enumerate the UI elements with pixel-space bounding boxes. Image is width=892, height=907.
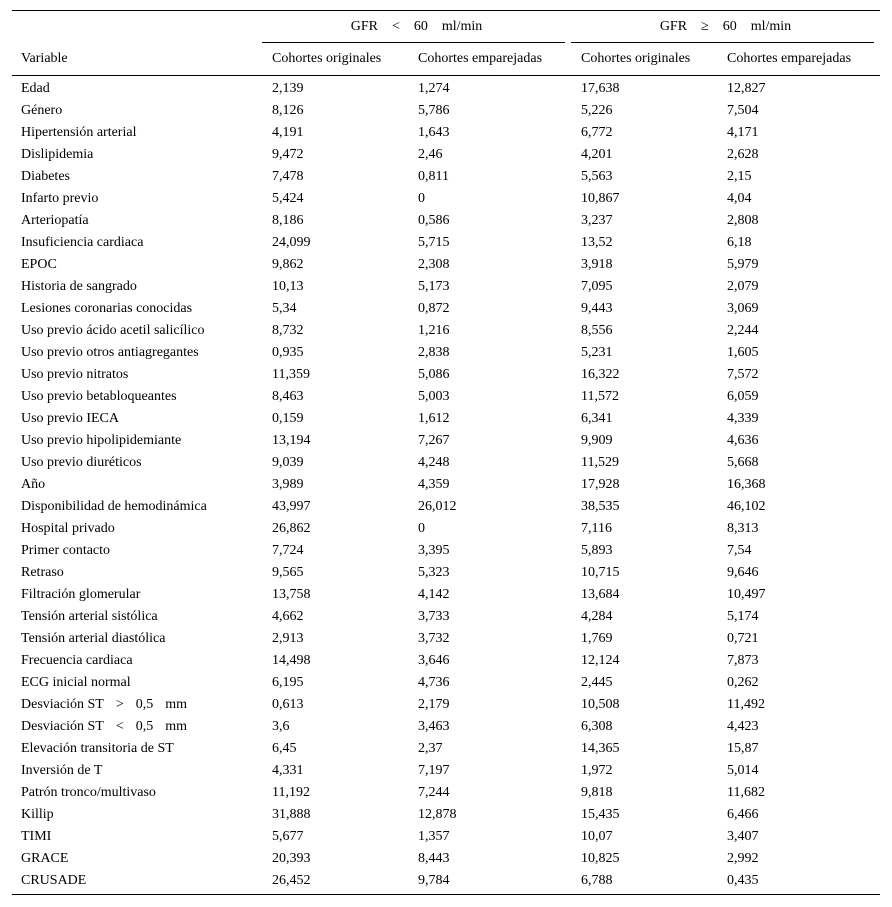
value-original-gfr-below: 8,186 xyxy=(272,213,304,228)
value-original-gfr-above: 7,095 xyxy=(581,279,613,294)
table-row xyxy=(12,826,880,848)
header-blank-cell xyxy=(12,11,262,44)
variable-name: Infarto previo xyxy=(21,191,99,206)
table-row xyxy=(12,254,880,276)
value-matched-gfr-below: 1,643 xyxy=(418,125,450,140)
value-original-gfr-above: 13,684 xyxy=(581,587,620,602)
variable-cell xyxy=(12,342,262,364)
value-original-gfr-below: 6,45 xyxy=(272,741,297,756)
table-row xyxy=(12,320,880,342)
variable-threshold: 0,5 xyxy=(135,697,154,712)
table-row xyxy=(12,716,880,738)
variable-cell xyxy=(12,848,262,870)
value-matched-gfr-above: 7,572 xyxy=(727,367,759,382)
variable-name: CRUSADE xyxy=(21,873,87,888)
value-original-gfr-above: 10,867 xyxy=(581,191,620,206)
value-original-gfr-above: 11,529 xyxy=(581,455,619,470)
value-matched-gfr-below: 7,197 xyxy=(418,763,450,778)
variable-cell xyxy=(12,166,262,188)
value-matched-gfr-below: 0,872 xyxy=(418,301,450,316)
table-row xyxy=(12,804,880,826)
value-original-gfr-above: 5,226 xyxy=(581,103,613,118)
column-header-variable: Variable xyxy=(12,43,262,76)
table-row xyxy=(12,474,880,496)
variable-name: Uso previo ácido acetil salicílico xyxy=(21,323,205,338)
standardized-differences-table xyxy=(12,10,880,895)
value-matched-gfr-above: 9,646 xyxy=(727,565,759,580)
value-matched-gfr-above: 2,079 xyxy=(727,279,759,294)
variable-cell xyxy=(12,870,262,895)
table-row xyxy=(12,386,880,408)
value-original-gfr-below: 6,195 xyxy=(272,675,304,690)
variable-name: EPOC xyxy=(21,257,57,272)
table-row xyxy=(12,452,880,474)
value-matched-gfr-above: 0,721 xyxy=(727,631,759,646)
value-original-gfr-above: 7,116 xyxy=(581,521,612,536)
variable-name: Retraso xyxy=(21,565,64,580)
value-matched-gfr-below: 5,003 xyxy=(418,389,450,404)
value-original-gfr-below: 20,393 xyxy=(272,851,311,866)
value-original-gfr-below: 8,126 xyxy=(272,103,304,118)
value-original-gfr-above: 10,715 xyxy=(581,565,620,580)
table-row xyxy=(12,540,880,562)
value-original-gfr-above: 5,893 xyxy=(581,543,613,558)
value-matched-gfr-above: 4,171 xyxy=(727,125,759,140)
value-matched-gfr-below: 1,612 xyxy=(418,411,450,426)
group1-value: 60 xyxy=(413,19,428,34)
group2-unit: ml/min xyxy=(750,19,792,34)
table-row xyxy=(12,232,880,254)
value-matched-gfr-above: 6,059 xyxy=(727,389,759,404)
value-original-gfr-below: 4,662 xyxy=(272,609,304,624)
value-matched-gfr-below: 3,646 xyxy=(418,653,450,668)
value-original-gfr-below: 31,888 xyxy=(272,807,311,822)
table-row xyxy=(12,188,880,210)
value-original-gfr-above: 9,443 xyxy=(581,301,613,316)
value-matched-gfr-above: 0,262 xyxy=(727,675,759,690)
value-original-gfr-above: 17,638 xyxy=(581,81,620,96)
table-row xyxy=(12,848,880,870)
value-matched-gfr-above: 11,682 xyxy=(727,785,765,800)
value-original-gfr-below: 14,498 xyxy=(272,653,311,668)
value-matched-gfr-below: 5,173 xyxy=(418,279,450,294)
value-matched-gfr-below: 5,786 xyxy=(418,103,450,118)
variable-name: ECG inicial normal xyxy=(21,675,131,690)
variable-comparator: < xyxy=(115,719,124,734)
value-original-gfr-below: 26,452 xyxy=(262,870,408,895)
variable-cell xyxy=(12,628,262,650)
column-header-original-2: Cohortes originales xyxy=(571,43,717,76)
value-original-gfr-below: 0,613 xyxy=(272,697,304,712)
value-matched-gfr-above: 4,636 xyxy=(727,433,759,448)
table-row xyxy=(12,276,880,298)
value-matched-gfr-above: 4,339 xyxy=(727,411,759,426)
value-matched-gfr-below: 7,244 xyxy=(418,785,450,800)
variable-name: Arteriopatía xyxy=(21,213,89,228)
variable-cell xyxy=(12,188,262,210)
value-original-gfr-below: 2,913 xyxy=(272,631,304,646)
value-original-gfr-below: 0,935 xyxy=(272,345,304,360)
variable-cell xyxy=(12,76,262,101)
value-original-gfr-above: 6,308 xyxy=(581,719,613,734)
table-row xyxy=(12,562,880,584)
value-original-gfr-below: 9,472 xyxy=(272,147,304,162)
variable-name: Hospital privado xyxy=(21,521,115,536)
value-original-gfr-below: 26,862 xyxy=(272,521,311,536)
value-matched-gfr-above: 1,605 xyxy=(727,345,759,360)
value-original-gfr-below: 4,191 xyxy=(272,125,304,140)
value-matched-gfr-below: 8,443 xyxy=(418,851,450,866)
value-matched-gfr-below: 4,736 xyxy=(418,675,450,690)
table-row xyxy=(12,760,880,782)
variable-cell xyxy=(12,408,262,430)
variable-name: Uso previo betabloqueantes xyxy=(21,389,177,404)
variable-cell xyxy=(12,232,262,254)
table-row xyxy=(12,606,880,628)
value-original-gfr-above: 6,788 xyxy=(571,870,717,895)
value-original-gfr-below: 5,677 xyxy=(272,829,304,844)
value-matched-gfr-above: 3,407 xyxy=(727,829,759,844)
value-matched-gfr-below: 4,248 xyxy=(418,455,450,470)
value-original-gfr-below: 24,099 xyxy=(272,235,311,250)
value-original-gfr-below: 43,997 xyxy=(272,499,311,514)
value-original-gfr-above: 16,322 xyxy=(581,367,620,382)
value-original-gfr-above: 2,445 xyxy=(581,675,613,690)
variable-name: Diabetes xyxy=(21,169,70,184)
table-row xyxy=(12,870,880,895)
value-original-gfr-above: 6,772 xyxy=(581,125,613,140)
value-matched-gfr-below: 4,359 xyxy=(418,477,450,492)
variable-cell xyxy=(12,606,262,628)
variable-cell xyxy=(12,386,262,408)
value-matched-gfr-below: 7,267 xyxy=(418,433,450,448)
value-original-gfr-below: 2,139 xyxy=(272,81,304,96)
value-original-gfr-below: 0,159 xyxy=(272,411,304,426)
value-original-gfr-above: 1,769 xyxy=(581,631,613,646)
variable-cell xyxy=(12,276,262,298)
value-matched-gfr-below: 26,012 xyxy=(418,499,457,514)
variable-cell xyxy=(12,562,262,584)
variable-name: Historia de sangrado xyxy=(21,279,137,294)
value-matched-gfr-below: 12,878 xyxy=(418,807,457,822)
table-row xyxy=(12,650,880,672)
table-row xyxy=(12,342,880,364)
table-row xyxy=(12,782,880,804)
value-matched-gfr-below: 0 xyxy=(418,521,425,536)
variable-cell xyxy=(12,540,262,562)
variable-cell xyxy=(12,364,262,386)
variable-name: Disponibilidad de hemodinámica xyxy=(21,499,207,514)
variable-comparator: > xyxy=(115,697,124,712)
variable-cell xyxy=(12,144,262,166)
value-original-gfr-below: 10,13 xyxy=(272,279,304,294)
table-row xyxy=(12,496,880,518)
value-matched-gfr-below: 1,357 xyxy=(418,829,450,844)
variable-cell xyxy=(12,122,262,144)
value-matched-gfr-above: 6,18 xyxy=(727,235,752,250)
variable-name: Inversión de T xyxy=(21,763,103,778)
value-original-gfr-below: 8,732 xyxy=(272,323,304,338)
variable-cell xyxy=(12,518,262,540)
header-group-gfr-above-60 xyxy=(571,11,880,44)
variable-cell xyxy=(12,760,262,782)
table-row xyxy=(12,210,880,232)
value-matched-gfr-above: 7,873 xyxy=(727,653,759,668)
value-matched-gfr-below: 2,179 xyxy=(418,697,450,712)
value-original-gfr-above: 15,435 xyxy=(581,807,620,822)
value-matched-gfr-above: 2,808 xyxy=(727,213,759,228)
header-columns-row xyxy=(12,43,880,76)
table-row xyxy=(12,518,880,540)
variable-cell xyxy=(12,738,262,760)
variable-name: Filtración glomerular xyxy=(21,587,141,602)
variable-cell xyxy=(12,694,262,716)
value-matched-gfr-below: 5,086 xyxy=(418,367,450,382)
variable-cell xyxy=(12,496,262,518)
value-original-gfr-above: 12,124 xyxy=(581,653,620,668)
value-matched-gfr-below: 2,308 xyxy=(418,257,450,272)
value-original-gfr-below: 9,039 xyxy=(272,455,304,470)
variable-name: Género xyxy=(21,103,63,118)
column-header-matched-1: Cohortes emparejadas xyxy=(408,43,571,76)
variable-cell xyxy=(12,452,262,474)
variable-cell xyxy=(12,782,262,804)
value-original-gfr-below: 7,478 xyxy=(272,169,304,184)
variable-name: Uso previo hipolipidemiante xyxy=(21,433,182,448)
table-row xyxy=(12,122,880,144)
variable-cell xyxy=(12,298,262,320)
value-original-gfr-above: 10,07 xyxy=(581,829,613,844)
value-original-gfr-above: 13,52 xyxy=(581,235,613,250)
table-row xyxy=(12,408,880,430)
value-matched-gfr-below: 0 xyxy=(418,191,425,206)
value-original-gfr-below: 3,6 xyxy=(272,719,290,734)
variable-unit: mm xyxy=(165,697,188,712)
value-matched-gfr-above: 4,04 xyxy=(727,191,752,206)
value-matched-gfr-above: 10,497 xyxy=(727,587,766,602)
variable-cell xyxy=(12,716,262,738)
value-original-gfr-below: 13,194 xyxy=(272,433,311,448)
value-original-gfr-above: 5,231 xyxy=(581,345,613,360)
variable-cell xyxy=(12,804,262,826)
variable-cell xyxy=(12,100,262,122)
variable-name: Tensión arterial sistólica xyxy=(21,609,158,624)
table-body xyxy=(12,76,880,895)
table-header xyxy=(12,11,880,76)
value-original-gfr-above: 6,341 xyxy=(581,411,613,426)
value-original-gfr-below: 9,862 xyxy=(272,257,304,272)
variable-name: Año xyxy=(21,477,46,492)
group2-symbol: ≥ xyxy=(701,19,709,34)
variable-name: TIMI xyxy=(21,829,52,844)
variable-cell xyxy=(12,584,262,606)
variable-name: Edad xyxy=(21,81,50,96)
value-original-gfr-above: 9,818 xyxy=(581,785,613,800)
variable-threshold: 0,5 xyxy=(135,719,154,734)
value-matched-gfr-above: 2,15 xyxy=(727,169,752,184)
group1-label: GFR xyxy=(350,19,378,34)
table-row xyxy=(12,166,880,188)
value-original-gfr-below: 8,463 xyxy=(272,389,304,404)
value-original-gfr-below: 11,192 xyxy=(272,785,310,800)
group1-symbol: < xyxy=(391,19,400,34)
value-matched-gfr-below: 3,395 xyxy=(418,543,450,558)
variable-cell xyxy=(12,650,262,672)
variable-name: Lesiones coronarias conocidas xyxy=(21,301,193,316)
value-matched-gfr-above: 7,504 xyxy=(727,103,759,118)
variable-name: Primer contacto xyxy=(21,543,111,558)
variable-name: Elevación transitoria de ST xyxy=(21,741,174,756)
value-matched-gfr-below: 5,715 xyxy=(418,235,450,250)
value-matched-gfr-below: 1,274 xyxy=(418,81,450,96)
value-original-gfr-below: 9,565 xyxy=(272,565,304,580)
value-matched-gfr-above: 2,244 xyxy=(727,323,759,338)
value-original-gfr-above: 3,237 xyxy=(581,213,613,228)
table-row xyxy=(12,364,880,386)
value-matched-gfr-above: 2,628 xyxy=(727,147,759,162)
value-original-gfr-above: 11,572 xyxy=(581,389,619,404)
value-matched-gfr-above: 12,827 xyxy=(727,81,766,96)
header-group-row xyxy=(12,11,880,44)
value-original-gfr-above: 9,909 xyxy=(581,433,613,448)
value-matched-gfr-below: 2,46 xyxy=(418,147,443,162)
variable-name: Killip xyxy=(21,807,54,822)
value-matched-gfr-below: 4,142 xyxy=(418,587,450,602)
value-original-gfr-above: 5,563 xyxy=(581,169,613,184)
value-original-gfr-below: 3,989 xyxy=(272,477,304,492)
value-original-gfr-above: 4,284 xyxy=(581,609,613,624)
table-row xyxy=(12,672,880,694)
variable-cell xyxy=(12,254,262,276)
value-matched-gfr-above: 11,492 xyxy=(727,697,765,712)
value-matched-gfr-above: 3,069 xyxy=(727,301,759,316)
group2-value: 60 xyxy=(722,19,737,34)
value-matched-gfr-below: 3,733 xyxy=(418,609,450,624)
value-matched-gfr-above: 5,174 xyxy=(727,609,759,624)
table-row xyxy=(12,584,880,606)
variable-name: Desviación ST xyxy=(21,697,104,712)
variable-name: Desviación ST xyxy=(21,719,104,734)
value-matched-gfr-below: 3,732 xyxy=(418,631,450,646)
table-row xyxy=(12,430,880,452)
value-original-gfr-below: 5,34 xyxy=(272,301,297,316)
value-matched-gfr-above: 0,435 xyxy=(717,870,880,895)
value-matched-gfr-above: 16,368 xyxy=(727,477,766,492)
variable-cell xyxy=(12,210,262,232)
variable-name: Uso previo otros antiagregantes xyxy=(21,345,199,360)
results-table-container xyxy=(12,10,880,895)
variable-name: GRACE xyxy=(21,851,69,866)
value-matched-gfr-above: 46,102 xyxy=(727,499,766,514)
group1-unit: ml/min xyxy=(441,19,483,34)
value-original-gfr-above: 38,535 xyxy=(581,499,620,514)
variable-cell xyxy=(12,430,262,452)
table-row xyxy=(12,100,880,122)
value-original-gfr-above: 1,972 xyxy=(581,763,613,778)
value-matched-gfr-above: 2,992 xyxy=(727,851,759,866)
value-matched-gfr-below: 0,586 xyxy=(418,213,450,228)
value-matched-gfr-above: 5,014 xyxy=(727,763,759,778)
value-original-gfr-above: 17,928 xyxy=(581,477,620,492)
header-group-gfr-below-60 xyxy=(262,11,571,44)
table-row xyxy=(12,298,880,320)
value-matched-gfr-below: 9,784 xyxy=(408,870,571,895)
variable-cell xyxy=(12,474,262,496)
variable-name: Uso previo nitratos xyxy=(21,367,129,382)
value-original-gfr-below: 4,331 xyxy=(272,763,304,778)
variable-name: Hipertensión arterial xyxy=(21,125,137,140)
column-header-original-1: Cohortes originales xyxy=(262,43,408,76)
value-matched-gfr-below: 2,838 xyxy=(418,345,450,360)
value-matched-gfr-above: 8,313 xyxy=(727,521,759,536)
value-matched-gfr-below: 0,811 xyxy=(418,169,449,184)
variable-name: Uso previo diuréticos xyxy=(21,455,142,470)
value-matched-gfr-below: 5,323 xyxy=(418,565,450,580)
value-original-gfr-below: 13,758 xyxy=(272,587,311,602)
value-matched-gfr-above: 5,668 xyxy=(727,455,759,470)
value-matched-gfr-below: 2,37 xyxy=(418,741,443,756)
variable-name: Dislipidemia xyxy=(21,147,94,162)
variable-unit: mm xyxy=(165,719,188,734)
column-header-matched-2: Cohortes emparejadas xyxy=(717,43,880,76)
variable-cell xyxy=(12,320,262,342)
value-original-gfr-above: 10,825 xyxy=(581,851,620,866)
value-matched-gfr-above: 15,87 xyxy=(727,741,759,756)
value-original-gfr-below: 7,724 xyxy=(272,543,304,558)
table-row xyxy=(12,738,880,760)
variable-name: Tensión arterial diastólica xyxy=(21,631,166,646)
variable-name: Insuficiencia cardiaca xyxy=(21,235,144,250)
value-matched-gfr-above: 4,423 xyxy=(727,719,759,734)
table-row xyxy=(12,76,880,101)
variable-name: Patrón tronco/multivaso xyxy=(21,785,156,800)
value-original-gfr-above: 8,556 xyxy=(581,323,613,338)
value-matched-gfr-above: 6,466 xyxy=(727,807,759,822)
variable-cell xyxy=(12,826,262,848)
value-original-gfr-above: 4,201 xyxy=(581,147,613,162)
variable-name: Uso previo IECA xyxy=(21,411,119,426)
value-original-gfr-below: 5,424 xyxy=(272,191,304,206)
variable-name: Frecuencia cardiaca xyxy=(21,653,133,668)
table-row xyxy=(12,694,880,716)
value-original-gfr-above: 10,508 xyxy=(581,697,620,712)
value-original-gfr-above: 14,365 xyxy=(581,741,620,756)
value-original-gfr-above: 3,918 xyxy=(581,257,613,272)
table-row xyxy=(12,628,880,650)
value-matched-gfr-below: 3,463 xyxy=(418,719,450,734)
value-original-gfr-below: 11,359 xyxy=(272,367,310,382)
value-matched-gfr-below: 1,216 xyxy=(418,323,450,338)
value-matched-gfr-above: 7,54 xyxy=(727,543,752,558)
variable-cell xyxy=(12,672,262,694)
value-matched-gfr-above: 5,979 xyxy=(727,257,759,272)
table-row xyxy=(12,144,880,166)
group2-label: GFR xyxy=(659,19,688,34)
